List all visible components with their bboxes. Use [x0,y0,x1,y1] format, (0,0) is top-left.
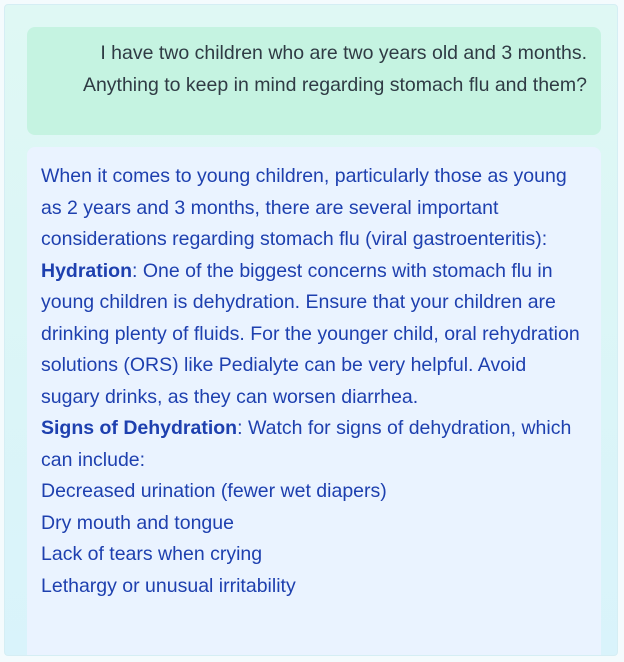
hydration-heading: Hydration [41,259,133,282]
list-item: Lack of tears when crying [41,543,263,565]
dehydration-signs-paragraph [41,413,587,476]
assistant-intro-text: When it comes to young children, particularly those as young as 2 years and 3 months, there are several important considerations regarding stomach flu (viral gastroenteritis): [41,165,567,250]
list-item: Dry mouth and tongue [41,511,234,534]
hydration-paragraph [41,256,587,414]
dehydration-signs-body: : Watch for signs of dehydration, which can include: [41,417,572,471]
content-clip-overlay [27,635,601,649]
user-message-bubble [27,27,601,135]
dehydration-signs-heading: Signs of Dehydration [41,417,238,439]
assistant-message-bubble [27,147,601,656]
chat-window [4,4,618,656]
hydration-body: : One of the biggest concerns with stomach flu in young children is dehydration. Ensure that your children are drinking plenty of fluids. For the younger child, oral rehydration solutions (ORS) like Pedialyte can be very helpful. Avoid sugary drinks, as they can worsen diarrhea. [41,259,580,408]
list-item: Lethargy or unusual irritability [41,574,296,597]
list-item: Decreased urination (fewer wet diapers) [41,480,387,502]
user-message-text: I have two children who are two years old and 3 months. Anything to keep in mind regarding stomach flu and them? [82,42,587,96]
